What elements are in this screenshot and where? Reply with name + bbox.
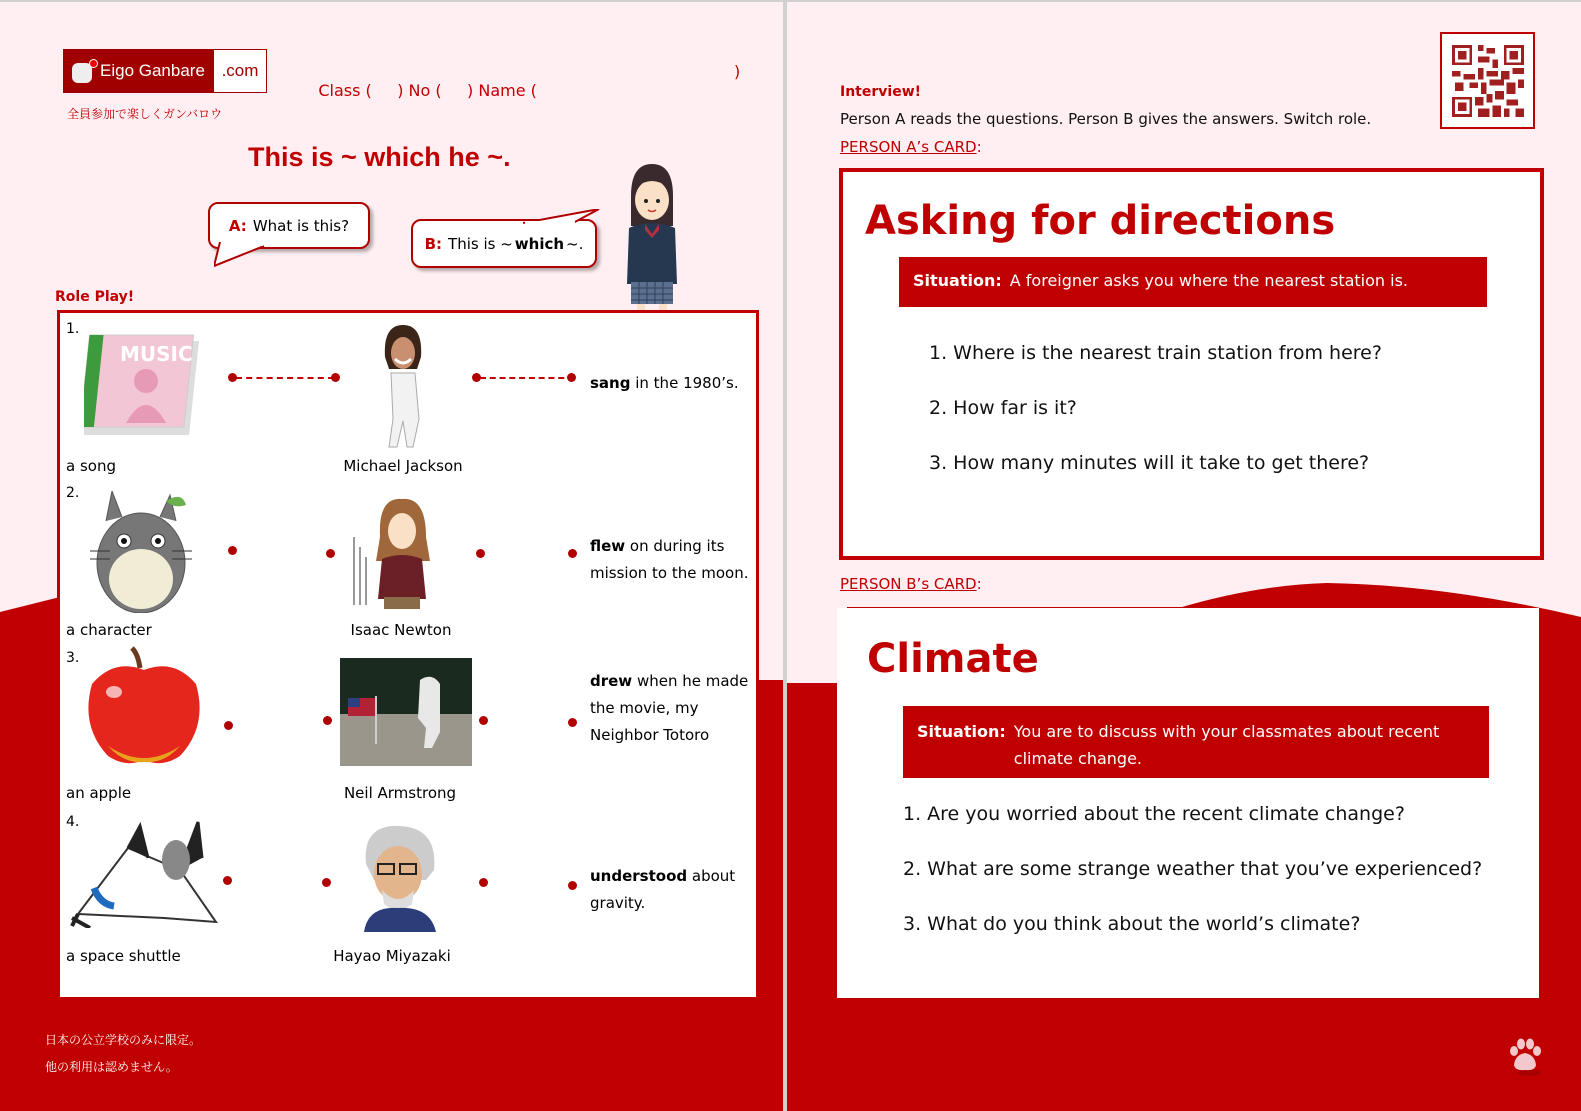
thing-label: a space shuttle [66,947,181,965]
role-play-row-2 [60,483,756,643]
match-dot[interactable] [567,373,576,382]
situation-text: A foreigner asks you where the nearest station is. [1009,271,1408,290]
role-play-row-1 [60,313,756,478]
card-b-situation [903,706,1489,778]
row-number: 3. [66,650,80,666]
match-dot[interactable] [224,721,233,730]
person-label: Hayao Miyazaki [333,947,451,965]
phrase [590,370,760,397]
qr-code[interactable] [1440,32,1535,129]
footer-notice-line-1: 日本の公立学校のみに限定。 [45,1033,202,1047]
class-no-name-line [298,62,741,138]
bubble-b-text-bold: which [514,234,565,253]
card-a-question-3: 3. How many minutes will it take to get there? [929,452,1370,474]
speaker-b-label: B: [424,234,443,253]
person-b-card-label: PERSON B’s CARD: [840,575,982,593]
match-line [480,377,574,379]
person-a-card [839,168,1544,560]
right-page [787,2,1581,1111]
moon-landing-photo [340,658,472,766]
match-dot[interactable] [331,373,340,382]
card-a-question-2: 2. How far is it? [929,397,1077,419]
phrase-verb: sang [590,374,631,392]
totoro-icon [86,491,196,613]
bubble-b-text-post: ~. [566,234,584,253]
phrase-verb: drew [590,672,633,690]
phrase-rest: when he made the movie, my Neighbor Totoro [590,672,749,744]
phrase [590,668,760,749]
interview-instructions: Person A reads the questions. Person B gives the answers. Switch role. [840,110,1372,128]
row-number: 4. [66,814,80,830]
card-b-title: Climate [867,636,1039,682]
person-b-card-label-text: PERSON B’s CARD [840,575,977,593]
bubble-tail-icon [214,242,274,268]
match-dot[interactable] [568,549,577,558]
person-label: Isaac Newton [350,621,452,639]
role-play-box [57,310,759,1000]
person-b-card [837,608,1539,998]
card-b-question-3: 3. What do you think about the world’s climate? [903,913,1361,935]
logo-brand-text: Eigo Ganbare [100,61,205,80]
michael-jackson-caricature [373,323,433,453]
tagline: 全員参加で楽しくガンバロウ [67,107,223,121]
phrase-verb: understood [590,867,688,885]
student-girl-illustration [623,164,681,312]
bubble-b-text-pre: This is ~ [448,234,513,253]
phrase-verb: flew [590,537,626,555]
match-dot[interactable] [479,878,488,887]
music-cd-icon [84,331,204,435]
situation-text: You are to discuss with your classmates about recent climate change. [1013,722,1440,768]
class-no-name-fields: Class ( ) No ( ) Name ( [318,81,537,100]
person-label: Neil Armstrong [343,784,457,802]
eigo-ganbare-logo [63,49,267,93]
card-b-question-2: 2. What are some strange weather that you’ve experienced? [903,858,1483,880]
match-dot[interactable] [322,878,331,887]
thing-label: a character [66,621,152,639]
left-page [0,2,783,1111]
role-play-row-3 [60,646,756,808]
space-shuttle-icon [68,818,218,928]
qr-code-icon [1452,45,1524,117]
match-line [236,377,334,379]
speech-bubble-b [411,219,597,268]
row-number: 1. [66,321,80,337]
isaac-newton-illustration [350,497,440,609]
phrase [590,533,760,587]
match-dot[interactable] [568,718,577,727]
card-b-question-1: 1. Are you worried about the recent climate change? [903,803,1405,825]
thing-label: an apple [66,784,132,802]
apple-icon [84,646,204,766]
mascot-icon [70,57,96,85]
phrase-rest: in the 1980’s. [630,374,739,392]
row-number: 2. [66,485,80,501]
bubble-a-text: What is this? [252,216,350,235]
person-label: Michael Jackson [343,457,463,475]
person-a-card-label-text: PERSON A’s CARD [840,138,977,156]
card-a-situation [899,257,1487,307]
phrase-rest: on during its mission to the moon. [590,537,749,582]
match-dot[interactable] [223,876,232,885]
bubble-tail-icon [523,209,603,225]
phrase [590,863,760,917]
name-close-paren: ) [734,62,741,81]
role-play-label: Role Play! [55,289,135,305]
card-a-question-1: 1. Where is the nearest train station from here? [929,342,1382,364]
person-a-card-label: PERSON A’s CARD: [840,138,982,156]
match-dot[interactable] [228,546,237,555]
role-play-row-4 [60,810,756,980]
interview-title: Interview! [840,84,922,100]
speaker-a-label: A: [228,216,247,235]
svg-text:MUSIC: MUSIC [120,342,193,366]
match-dot[interactable] [323,716,332,725]
speech-bubble-a [208,202,370,249]
match-dot[interactable] [568,881,577,890]
card-a-title: Asking for directions [865,198,1336,244]
situation-label: Situation: [917,722,1006,741]
hayao-miyazaki-caricature [356,824,440,932]
match-dot[interactable] [476,549,485,558]
situation-label: Situation: [913,271,1002,290]
match-dot[interactable] [326,549,335,558]
phrase-rest: about gravity. [590,867,736,912]
thing-label: a song [66,457,116,475]
logo-domain-text: .com [214,50,266,92]
match-dot[interactable] [479,716,488,725]
worksheet-title: This is ~ which he ~. [248,142,511,172]
footer-notice-line-2: 他の利用は認めません。 [45,1060,178,1074]
paw-print-icon [1505,1037,1545,1077]
